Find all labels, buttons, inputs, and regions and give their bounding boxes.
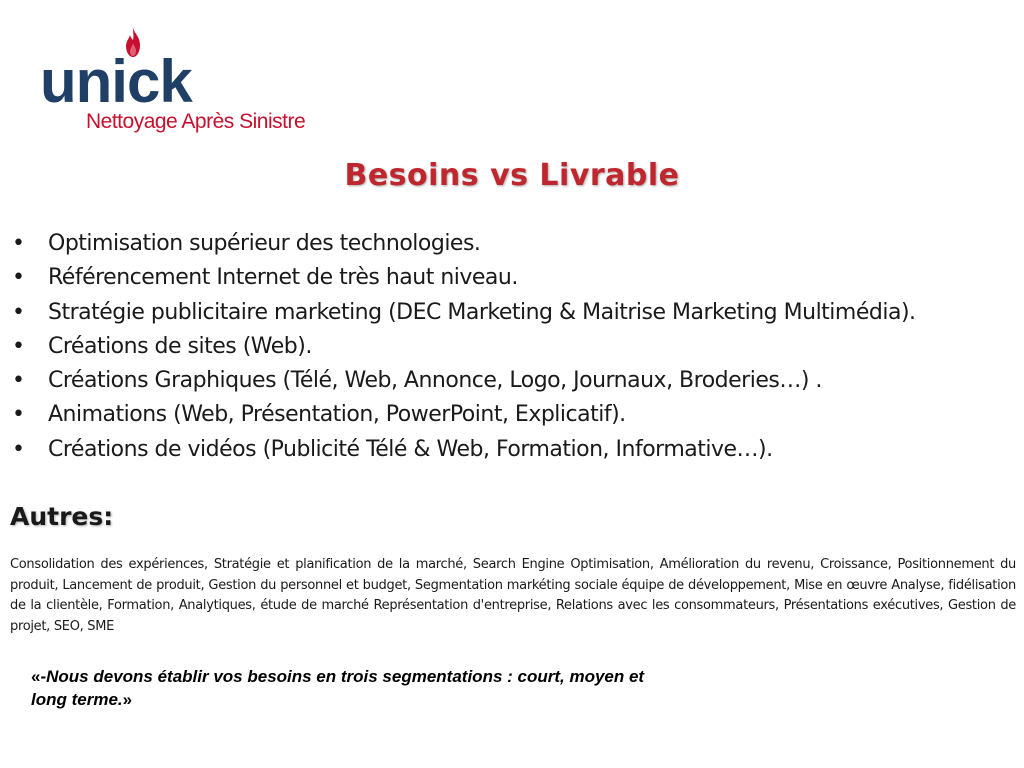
bullet-item <box>10 433 1020 467</box>
autres-paragraph: Consolidation des expériences, Stratégie et planification de la marché, Search Engine Optimisation, Amélioration du revenu, Croissance, Positionnement du produit, Lancement de produit, Gestion du personnel et budget, Segmentation markéting sociale équipe de développement, Mise en œuvre Analyse, fidélisation de la clientèle, Formation, Analytiques, étude de marché Représentation d'entreprise, Relations avec les consommateurs, Présentations exécutives, Gestion de projet, SEO, SME <box>10 557 1016 634</box>
bullet-item <box>10 398 1020 432</box>
bullet-marker: • <box>12 436 25 462</box>
bullet-marker: • <box>12 402 25 428</box>
bullet-marker: • <box>12 368 25 394</box>
bullet-text: Stratégie publicitaire marketing (DEC Marketing & Maitrise Marketing Multimédia). <box>48 299 916 325</box>
company-logo <box>40 28 320 138</box>
bullet-text: Créations de vidéos (Publicité Télé & Web, Formation, Informative…). <box>48 436 773 462</box>
page-title: Besoins vs Livrable <box>344 158 680 193</box>
autres-heading: Autres: <box>10 502 114 531</box>
bullet-marker: • <box>12 265 25 291</box>
bullet-text: Créations Graphiques (Télé, Web, Annonce, Logo, Journaux, Broderies…) . <box>48 368 822 394</box>
bullet-marker: • <box>12 333 25 359</box>
bullet-list <box>10 227 1020 467</box>
bullet-item <box>10 364 1020 398</box>
bullet-item <box>10 261 1020 295</box>
quote-close-mark: » <box>122 690 133 709</box>
bullet-marker: • <box>12 299 25 325</box>
bullet-marker: • <box>12 231 25 256</box>
bullet-text: Créations de sites (Web). <box>48 333 312 359</box>
quote-block <box>31 665 671 711</box>
bullet-item <box>10 296 1020 330</box>
bullet-text: Animations (Web, Présentation, PowerPoint, Explicatif). <box>48 402 626 428</box>
quote-text: -Nous devons établir vos besoins en trois segmentations : court, moyen et long terme. <box>31 667 645 709</box>
bullet-item <box>10 227 1020 261</box>
logo-wordmark: unick <box>40 48 192 115</box>
bullet-text: Optimisation supérieur des technologies. <box>48 231 481 256</box>
bullet-item <box>10 330 1020 364</box>
logo-tagline: Nettoyage Après Sinistre <box>86 110 306 133</box>
bullet-text: Référencement Internet de très haut niveau. <box>48 265 518 291</box>
quote-open-mark: « <box>31 667 41 686</box>
